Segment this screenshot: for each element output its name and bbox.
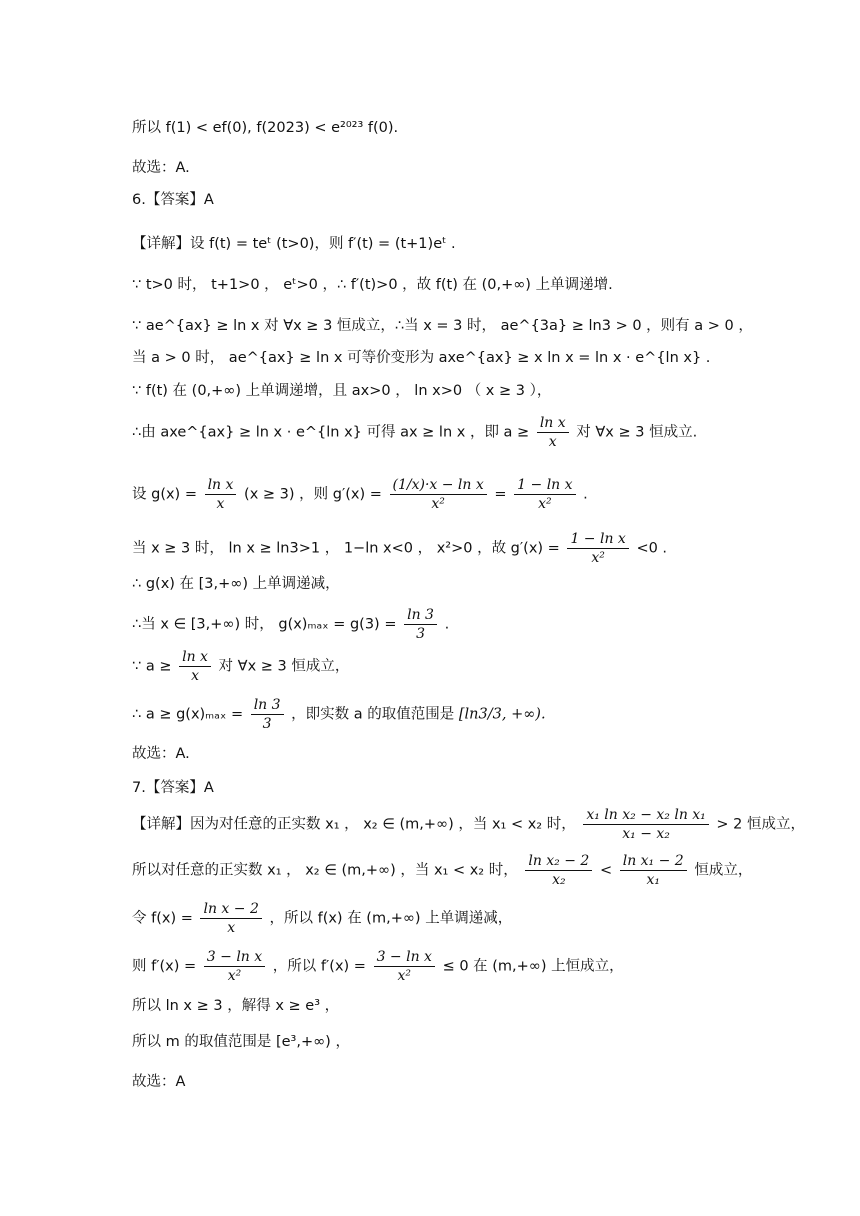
numerator: (1/x)·x − ln x <box>390 476 487 495</box>
line-q7-range: 所以 m 的取值范围是 [e³,+∞) ， <box>132 1034 350 1050</box>
text: 设 g(x) = <box>132 486 197 503</box>
fraction-lnx2 <box>525 852 592 889</box>
text: ∴由 axe^{ax} ≥ ln x · e^{ln x} 可得 ax ≥ ln x ，即 a ≥ <box>132 424 530 441</box>
text: 对 ∀x ≥ 3 恒成立， <box>218 658 350 675</box>
text: ≤ 0 在 (m,+∞) 上恒成立， <box>442 958 624 975</box>
numerator: ln x <box>205 476 237 495</box>
text: g′(x) = <box>332 486 382 503</box>
text: < <box>599 862 613 879</box>
numerator: ln x <box>179 648 211 667</box>
text: 对 ∀x ≥ 3 恒成立. <box>576 424 698 441</box>
numerator: 1 − ln x <box>514 476 575 495</box>
line-q7-answer: 故选：A <box>132 1074 186 1090</box>
text: ，所以 f′(x) = <box>272 958 366 975</box>
numerator: ln x₁ − 2 <box>620 852 687 871</box>
line-q6-gprime-negative <box>132 530 667 567</box>
question-6-heading: 6.【答案】A <box>132 192 214 208</box>
fraction-lnx-over-x <box>205 476 237 513</box>
denominator: x <box>216 496 225 512</box>
numerator: ln x − 2 <box>200 900 261 919</box>
text: <0 . <box>636 540 668 557</box>
line-q6-transform: 当 a > 0 时， ae^{ax} ≥ ln x 可等价变形为 axe^{ax} ≥ x ln x = ln x · e^{ln x} . <box>132 350 711 366</box>
line-q6-define-g: 设 g(x) = $\frac{\text{ln x}}{x}$ (x ≥ 3) ，则 g′(x) = $\frac{\text{(1/x)·x − ln x}}{\text{x²}}$ = $\frac{\text{1 − ln x}}{\text{x²}}$ . <box>132 477 588 512</box>
line-q6-g-decreasing: ∴ g(x) 在 [3,+∞) 上单调递减， <box>132 576 340 592</box>
line-q6-monotone: ∵ f(t) 在 (0,+∞) 上单调递增，且 ax>0 ， ln x>0 （ x ≥ 3 ）， <box>132 383 552 399</box>
fraction-lnx1 <box>620 852 687 889</box>
line-q6-increasing: ∵ t>0 时， t+1>0 ， eᵗ>0 ，∴ f′(t)>0 ，故 f(t) 在 (0,+∞) 上单调递增. <box>132 277 613 293</box>
denominator: x² <box>227 968 242 984</box>
text: > 2 恒成立， <box>716 816 805 833</box>
fraction-ln3-over-3 <box>251 696 284 733</box>
text: ∴当 x ∈ [3,+∞) 时， g(x)ₘₐₓ = g(3) = <box>132 616 397 633</box>
fraction-one-minus-lnx <box>514 476 575 513</box>
denominator: x <box>191 668 199 684</box>
numerator: x₁ ln x₂ − x₂ ln x₁ <box>583 806 708 825</box>
numerator: ln x <box>537 414 569 433</box>
numerator: ln x₂ − 2 <box>525 852 592 871</box>
fraction-lnx-over-x <box>179 648 211 685</box>
denominator: x₁ <box>646 872 660 888</box>
text: ，即实数 a 的取值范围是 <box>291 706 455 723</box>
fraction-lnx-minus-2 <box>200 900 261 937</box>
line-answer-choice: 故选：A. <box>132 160 190 176</box>
numerator: 3 − ln x <box>204 948 265 967</box>
text: ，所以 f(x) 在 (m,+∞) 上单调递减， <box>269 910 513 927</box>
text: ∵ a ≥ <box>132 658 172 675</box>
numerator: ln 3 <box>404 606 437 625</box>
line-q6-g-max: ∴当 x ∈ [3,+∞) 时， g(x)ₘₐₓ = g(3) = $\frac{\ln 3}{3}$ . <box>132 607 450 642</box>
line-q7-solve: 所以 ln x ≥ 3 ，解得 x ≥ e³ ， <box>132 998 340 1014</box>
fraction-three-minus-lnx <box>374 948 435 985</box>
numerator: 3 − ln x <box>374 948 435 967</box>
range-interval: [ln3/3, +∞). <box>458 706 546 723</box>
denominator: x² <box>591 550 605 566</box>
text: (x ≥ 3) ，则 <box>244 486 329 503</box>
line-q6-a-bound <box>132 648 349 685</box>
denominator: x² <box>431 496 445 512</box>
line-conclusion-f: 所以 f(1) < ef(0), f(2023) < e²⁰²³ f(0). <box>132 120 399 136</box>
fraction-gprime <box>390 476 487 513</box>
fraction-diff-quotient <box>583 806 708 843</box>
denominator: x <box>227 920 236 936</box>
line-q7-condition <box>132 806 805 843</box>
numerator: 1 − ln x <box>567 530 628 549</box>
denominator: x₂ <box>552 872 566 888</box>
text: ∴ a ≥ g(x)ₘₐₓ = <box>132 706 244 723</box>
line-q6-setup: 【详解】设 f(t) = teᵗ (t>0)，则 f′(t) = (t+1)eᵗ . <box>132 236 456 252</box>
denominator: x² <box>397 968 412 984</box>
line-q6-answer: 故选：A. <box>132 746 190 762</box>
fraction-one-minus-lnx <box>567 530 628 567</box>
fraction-three-minus-lnx <box>204 948 265 985</box>
fraction-lnx-over-x <box>537 414 569 451</box>
fraction-ln3-over-3 <box>404 606 437 643</box>
line-q7-define-f <box>132 900 512 937</box>
line-q6-derive-a <box>132 414 697 451</box>
denominator: 3 <box>416 626 425 642</box>
text: 则 f′(x) = <box>132 958 197 975</box>
question-7-heading: 7.【答案】A <box>132 780 214 796</box>
text: 令 f(x) = <box>132 910 193 927</box>
denominator: x² <box>538 496 552 512</box>
line-q6-range <box>132 696 546 733</box>
denominator: x <box>548 434 557 450</box>
line-q7-equivalent <box>132 852 752 889</box>
denominator: 3 <box>262 716 272 732</box>
text: 当 x ≥ 3 时， ln x ≥ ln3>1 ， 1−ln x<0 ， x²>0 ，故 g′(x) = <box>132 540 560 557</box>
text: 所以对任意的正实数 x₁ ， x₂ ∈ (m,+∞) ，当 x₁ < x₂ 时， <box>132 862 518 879</box>
text: 【详解】因为对任意的正实数 x₁ ， x₂ ∈ (m,+∞) ，当 x₁ < x₂ 时， <box>132 816 576 833</box>
text: 恒成立， <box>694 862 753 879</box>
line-q7-derivative <box>132 948 624 985</box>
denominator: x₁ − x₂ <box>622 826 670 842</box>
line-q6-a-positive: ∵ ae^{ax} ≥ ln x 对 ∀x ≥ 3 恒成立，∴当 x = 3 时， ae^{3a} ≥ ln3 > 0 ，则有 a > 0 ， <box>132 318 753 334</box>
numerator: ln 3 <box>251 696 284 715</box>
